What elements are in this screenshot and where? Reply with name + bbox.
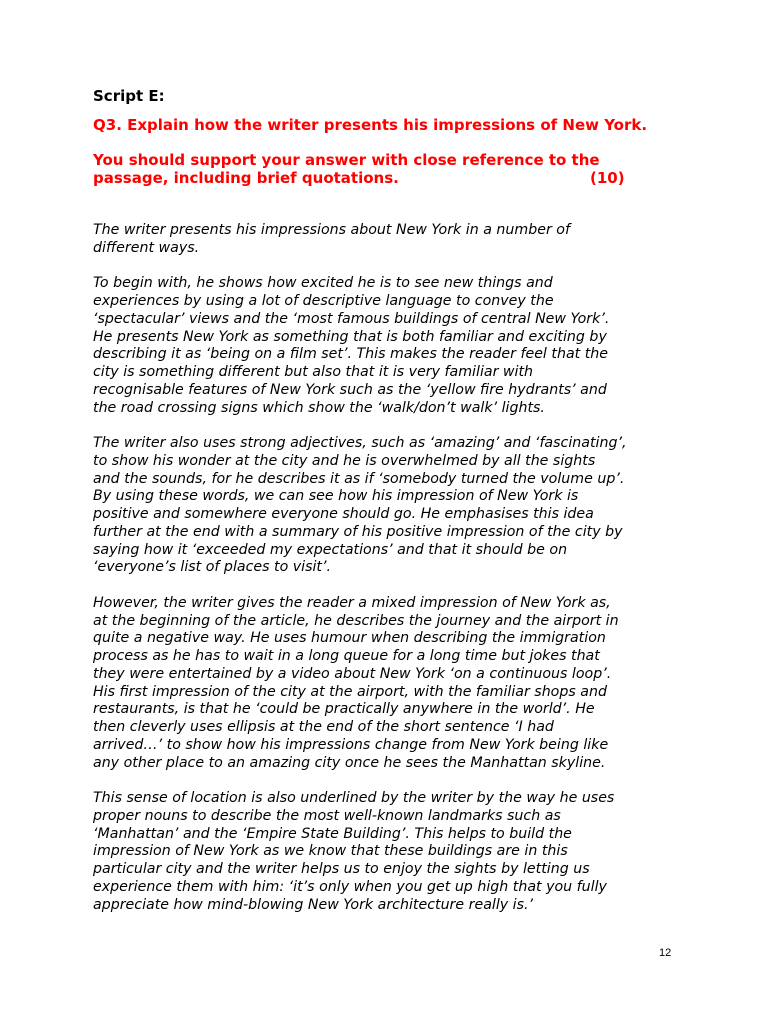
essay-line: arrived…’ to show how his impressions change from New York being like [93,736,609,753]
essay-line: To begin with, he shows how excited he is to see new things and [93,275,553,292]
essay-body [93,222,683,932]
essay-line: ‘spectacular’ views and the ‘most famous buildings of central New York’. [93,310,610,327]
essay-line: then cleverly uses ellipsis at the end of the short sentence ‘I had [93,719,554,735]
essay-line: positive and somewhere everyone should go. He emphasises this idea [93,506,594,522]
instruction-line: passage, including brief quotations. [93,169,399,187]
essay-line: By using these words, we can see how his impression of New York is [93,488,579,505]
instruction-line: You should support your answer with close reference to the [93,151,600,169]
essay-paragraph [93,595,683,773]
essay-line: experience them with him: ‘it’s only when you get up high that you fully [93,878,607,895]
script-label: Script E: [93,87,165,105]
essay-line: recognisable features of New York such as the ‘yellow fire hydrants’ and [93,381,607,398]
essay-line: proper nouns to describe the most well-known landmarks such as [93,807,561,824]
instruction-block [93,151,653,187]
essay-line: to show his wonder at the city and he is overwhelmed by all the sights [93,452,596,469]
essay-line: the road crossing signs which show the ‘walk/don’t walk’ lights. [93,399,545,416]
essay-line: The writer presents his impressions about New York in a number of [93,222,570,238]
essay-line: ‘Manhattan’ and the ‘Empire State Building’. This helps to build the [93,825,572,842]
essay-line: experiences by using a lot of descriptive language to convey the [93,293,554,309]
essay-line: The writer also uses strong adjectives, such as ‘amazing’ and ‘fascinating’, [93,435,627,451]
essay-line: He presents New York as something that is both familiar and exciting by [93,328,607,345]
essay-line: process as he has to wait in a long queue for a long time but jokes that [93,648,600,664]
essay-line: particular city and the writer helps us to enjoy the sights by letting us [93,861,590,877]
essay-line: further at the end with a summary of his positive impression of the city by [93,523,623,540]
marks-label: (10) [590,169,625,187]
essay-line: any other place to an amazing city once he sees the Manhattan skyline. [93,754,606,771]
essay-line: city is something different but also that it is very familiar with [93,364,534,380]
essay-line: quite a negative way. He uses humour when describing the immigration [93,630,606,647]
essay-line: ‘everyone’s list of places to visit’. [93,559,332,576]
essay-paragraph [93,435,683,577]
question-heading: Q3. Explain how the writer presents his impressions of New York. [93,116,648,134]
essay-line: and the sounds, for he describes it as if ‘somebody turned the volume up’. [93,470,625,487]
essay-line: His first impression of the city at the airport, with the familiar shops and [93,683,607,700]
essay-line: different ways. [93,239,200,256]
essay-line: they were entertained by a video about New York ‘on a continuous loop’. [93,665,612,682]
essay-line: restaurants, is that he ‘could be practically anywhere in the world’. He [93,701,595,718]
essay-line: describing it as ‘being on a film set’. This makes the reader feel that the [93,346,608,363]
essay-line: impression of New York as we know that these buildings are in this [93,843,568,860]
essay-line: at the beginning of the article, he describes the journey and the airport in [93,612,619,629]
essay-line: However, the writer gives the reader a mixed impression of New York as, [93,594,611,611]
essay-paragraph [93,222,683,258]
essay-paragraph [93,790,683,914]
essay-line: appreciate how mind-blowing New York architecture really is.’ [93,896,534,913]
essay-line: saying how it ‘exceeded my expectations’ and that it should be on [93,541,568,558]
page-number: 12 [659,947,672,959]
essay-line: This sense of location is also underlined by the writer by the way he uses [93,790,615,806]
essay-paragraph [93,275,683,417]
